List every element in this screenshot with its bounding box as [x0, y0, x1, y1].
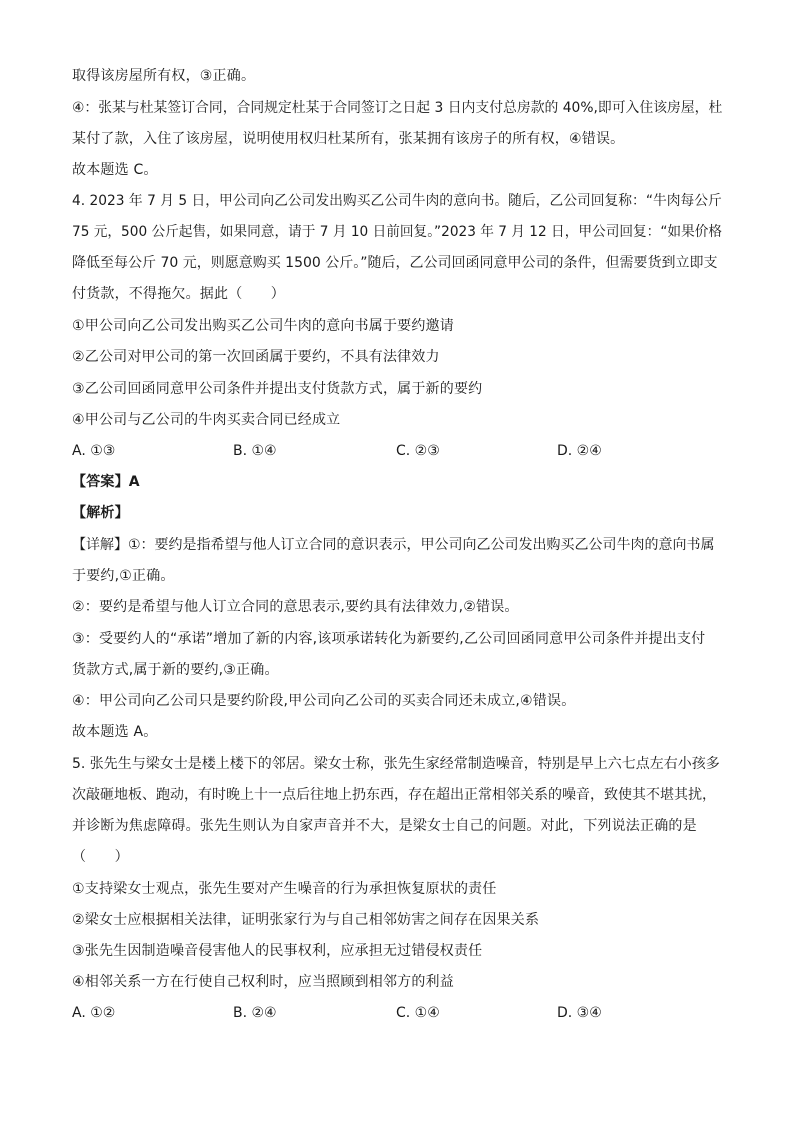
q4-option-b: B. ①④: [233, 443, 277, 459]
q5-statement-2: ②梁女士应根据相关法律，证明张家行为与自己相邻妨害之间存在因果关系: [72, 912, 540, 928]
q5-option-d: D. ③④: [557, 1005, 602, 1021]
q4-detail-line: ②：要约是希望与他人订立合同的意思表示,要约具有法律效力,②错误。: [72, 599, 519, 615]
q4-analysis-heading: 【解析】: [72, 505, 129, 521]
q5-stem-line: （ ）: [72, 849, 129, 865]
q5-option-b: B. ②④: [233, 1005, 277, 1021]
q4-option-d: D. ②④: [557, 443, 602, 459]
q4-stem-line: 付货款，不得拖欠。据此（ ）: [72, 286, 285, 302]
q3-conclusion: 故本题选 C。: [72, 162, 158, 178]
q4-statement-2: ②乙公司对甲公司的第一次回函属于要约，不具有法律效力: [72, 349, 440, 365]
q5-option-c: C. ①④: [396, 1005, 440, 1021]
q4-stem-line: 4. 2023 年 7 月 5 日，甲公司向乙公司发出购买乙公司牛肉的意向书。随后，乙公司回复称：“牛肉每公斤: [72, 193, 722, 209]
q4-statement-1: ①甲公司向乙公司发出购买乙公司牛肉的意向书属于要约邀请: [72, 318, 454, 334]
q4-stem-line: 75 元，500 公斤起售，如果同意，请于 7 月 10 日前回复。”2023 年 7 月 12 日，甲公司回复：“如果价格: [72, 224, 723, 240]
q4-conclusion: 故本题选 A。: [72, 724, 158, 740]
q5-statement-1: ①支持梁女士观点，张先生要对产生噪音的行为承担恢复原状的责任: [72, 881, 497, 897]
q3-text-line: 取得该房屋所有权，③正确。: [72, 68, 256, 84]
q4-stem-line: 降低至每公斤 70 元，则愿意购买 1500 公斤。”随后，乙公司回函同意甲公司的条件，但需要货到立即支: [72, 255, 718, 271]
q4-detail-line: 【详解】①：要约是指希望与他人订立合同的意识表示，甲公司向乙公司发出购买乙公司牛肉的意向书属: [72, 537, 715, 553]
q3-text-line: ④：张某与杜某签订合同，合同规定杜某于合同签订之日起 3 日内支付总房款的 40%,即可入住该房屋，杜: [72, 100, 723, 116]
q4-answer: 【答案】A: [72, 474, 140, 490]
q4-detail-line: ③：受要约人的“承诺”增加了新的内容,该项承诺转化为新要约,乙公司回函同意甲公司条件并提出支付: [72, 631, 706, 647]
q4-detail-line: 货款方式,属于新的要约,③正确。: [72, 662, 279, 678]
q5-statement-3: ③张先生因制造噪音侵害他人的民事权利，应承担无过错侵权责任: [72, 943, 483, 959]
q4-option-c: C. ②③: [396, 443, 440, 459]
q5-statement-4: ④相邻关系一方在行使自己权利时，应当照顾到相邻方的利益: [72, 974, 454, 990]
q4-statement-3: ③乙公司回函同意甲公司条件并提出支付货款方式，属于新的要约: [72, 381, 483, 397]
q5-stem-line: 5. 张先生与梁女士是楼上楼下的邻居。梁女士称，张先生家经常制造噪音，特别是早上六七点左右小孩多: [72, 756, 720, 772]
q5-stem-line: 次敲砸地板、跑动，有时晚上十一点后往地上扔东西，存在超出正常相邻关系的噪音，致使其不堪其扰，: [72, 787, 716, 803]
q5-stem-line: 并诊断为焦虑障碍。张先生则认为自家声音并不大，是梁女士自己的问题。对此，下列说法正确的是: [72, 818, 697, 834]
q4-detail-line: ④：甲公司向乙公司只是要约阶段,甲公司向乙公司的买卖合同还未成立,④错误。: [72, 693, 576, 709]
q3-text-line: 某付了款，入住了该房屋，说明使用权归杜某所有，张某拥有该房子的所有权，④错误。: [72, 131, 625, 147]
q4-statement-4: ④甲公司与乙公司的牛肉买卖合同已经成立: [72, 412, 341, 428]
q5-option-a: A. ①②: [72, 1005, 116, 1021]
q4-detail-line: 于要约,①正确。: [72, 568, 175, 584]
q4-option-a: A. ①③: [72, 443, 116, 459]
